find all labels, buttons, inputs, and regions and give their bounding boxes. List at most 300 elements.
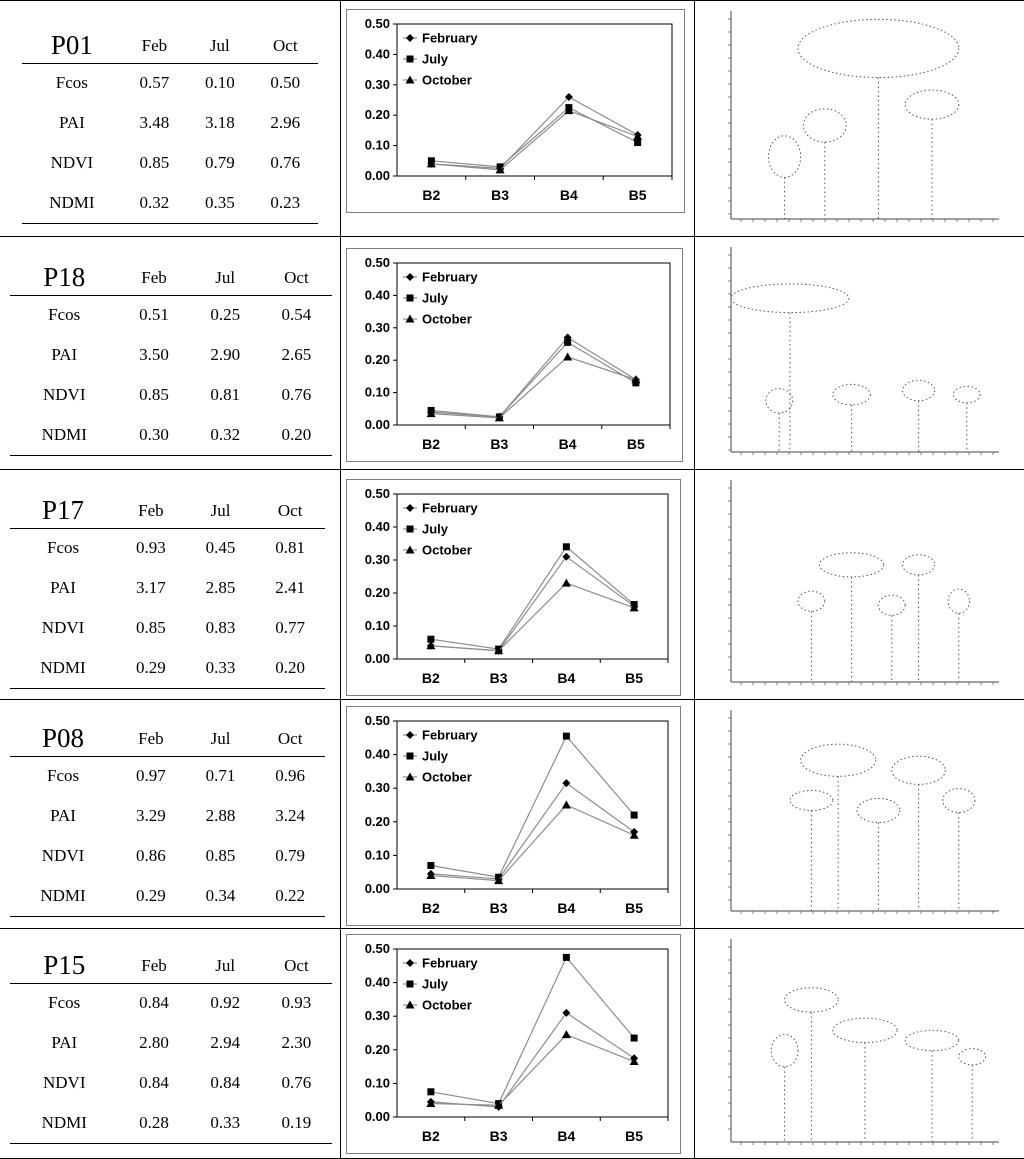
vegetation-profile-cell — [694, 470, 1024, 699]
reflectance-chart-cell — [340, 470, 695, 699]
plot-row-p08 — [0, 699, 1024, 928]
series-line — [431, 783, 634, 879]
series-february — [427, 334, 640, 421]
tree-crown — [953, 386, 980, 402]
tree-outline — [878, 595, 905, 682]
x-tick-label: B4 — [559, 187, 578, 203]
plot-id: P08 — [42, 723, 85, 754]
legend-label: February — [422, 955, 478, 971]
row-label: NDMI — [49, 192, 95, 212]
tree-crown — [785, 988, 839, 1012]
tree-outline — [833, 1018, 897, 1142]
plot-id: P01 — [50, 30, 93, 61]
plot-area — [397, 24, 672, 176]
legend-item — [403, 543, 472, 558]
y-tick-label: 0.00 — [364, 168, 390, 183]
y-tick-label: 0.00 — [364, 1109, 390, 1124]
series-october — [426, 801, 638, 885]
x-tick-label: B2 — [422, 187, 441, 203]
tree-crown — [905, 90, 959, 119]
cell-value: 0.93 — [136, 538, 166, 558]
y-tick-label: 0.20 — [364, 585, 390, 600]
tree-outline — [771, 1034, 798, 1142]
y-tick-label: 0.10 — [364, 847, 390, 863]
cell-value: 2.41 — [275, 578, 306, 597]
data-point — [426, 871, 435, 879]
tree-outline — [953, 386, 980, 452]
tree-outline — [798, 19, 959, 219]
month-header: Feb — [141, 955, 167, 975]
cell-value: 0.22 — [275, 885, 306, 905]
plot-id: P18 — [43, 262, 86, 293]
series-line — [431, 557, 634, 651]
row-label: PAI — [51, 1033, 78, 1052]
tree-outline — [905, 90, 959, 219]
cell-value: 3.18 — [204, 113, 235, 132]
cell-value: 0.50 — [270, 73, 301, 93]
tree-crown — [878, 595, 905, 615]
row-label: NDVI — [42, 1073, 86, 1092]
attributes-table — [10, 494, 325, 689]
legend-label: October — [422, 311, 472, 327]
tree-crown — [959, 1049, 986, 1065]
cell-value: 2.80 — [139, 1033, 169, 1052]
legend-item — [403, 770, 472, 785]
vegetation-profile-drawing — [715, 5, 1015, 231]
series-line — [431, 805, 634, 881]
row-label: PAI — [50, 806, 76, 825]
header-row — [10, 722, 325, 756]
legend-item — [403, 728, 478, 743]
vegetation-profile-drawing — [715, 933, 1015, 1154]
series-line — [431, 111, 637, 170]
month-header: Feb — [141, 267, 167, 287]
table-row — [10, 295, 332, 335]
attributes-cell — [0, 929, 340, 1158]
attributes-cell — [0, 1, 340, 236]
plot-row-p18 — [0, 236, 1024, 469]
month-header: Feb — [138, 728, 164, 748]
plot-area — [397, 949, 668, 1117]
y-tick-label: 0.50 — [364, 713, 390, 728]
header-row — [22, 29, 318, 63]
tree-outline — [790, 790, 833, 911]
y-tick-label: 0.00 — [364, 881, 390, 896]
chart-legend — [403, 501, 478, 558]
reflectance-chart — [346, 248, 683, 462]
tree-crown — [833, 384, 871, 405]
legend-marker — [407, 295, 414, 302]
x-tick-label: B5 — [625, 670, 644, 686]
legend-item — [403, 270, 478, 285]
cell-value: 3.29 — [136, 806, 166, 825]
row-label: NDVI — [41, 846, 85, 865]
y-tick-label: 0.10 — [364, 137, 390, 153]
month-header: Feb — [138, 500, 164, 520]
legend-item — [403, 522, 449, 537]
x-tick-label: B5 — [628, 187, 647, 203]
reflectance-chart-cell — [340, 929, 695, 1158]
table-row — [10, 568, 325, 608]
attributes-table — [10, 261, 332, 456]
month-header: Oct — [277, 500, 303, 520]
x-tick-label: B4 — [557, 670, 576, 686]
y-tick-label: 0.30 — [364, 552, 390, 567]
y-tick-label: 0.10 — [364, 384, 390, 400]
table-row — [10, 876, 325, 916]
tree-outline — [766, 388, 793, 452]
row-label: Fcos — [55, 73, 88, 93]
attributes-table — [22, 29, 318, 224]
reflectance-chart — [346, 706, 681, 926]
cell-value: 0.33 — [205, 657, 236, 677]
month-header: Feb — [141, 35, 168, 55]
vegetation-profile-cell — [694, 237, 1024, 469]
y-tick-label: 0.50 — [364, 255, 390, 270]
cell-value: 0.32 — [139, 192, 170, 212]
cell-value: 0.85 — [205, 846, 236, 865]
x-tick-label: B3 — [491, 187, 510, 203]
cell-value: 0.76 — [281, 1073, 312, 1092]
vegetation-profile-drawing — [715, 241, 1015, 464]
y-tick-label: 0.50 — [364, 486, 390, 501]
data-point — [562, 1009, 570, 1017]
data-point — [562, 579, 571, 587]
row-label: NDVI — [50, 153, 94, 172]
cell-value: 0.86 — [136, 846, 166, 865]
legend-item — [403, 291, 449, 306]
table-row — [10, 335, 332, 375]
table-row — [10, 608, 325, 648]
y-tick-label: 0.30 — [364, 780, 390, 796]
tree-outline — [731, 284, 849, 452]
cell-value: 0.29 — [136, 657, 166, 677]
data-point — [563, 352, 572, 360]
cell-value: 0.76 — [270, 153, 301, 172]
y-tick-label: 0.20 — [364, 1041, 390, 1057]
data-point — [562, 801, 571, 809]
x-tick-label: B4 — [558, 436, 577, 452]
header-row — [10, 261, 332, 295]
legend-marker — [407, 526, 414, 533]
legend-item — [403, 977, 449, 992]
month-header: Oct — [284, 955, 309, 975]
data-point — [427, 1088, 434, 1095]
tree-outline — [819, 553, 883, 682]
y-tick-label: 0.40 — [364, 519, 390, 534]
table-row — [10, 415, 332, 455]
tree-crown — [790, 790, 833, 810]
series-line — [431, 108, 637, 167]
cell-value: 0.76 — [281, 385, 312, 404]
legend-item — [403, 31, 478, 46]
cell-value: 0.23 — [270, 192, 301, 212]
cell-value: 0.79 — [204, 153, 235, 172]
y-tick-label: 0.20 — [364, 107, 390, 123]
cell-value: 0.45 — [205, 538, 236, 558]
y-tick-label: 0.40 — [364, 746, 390, 762]
tree-outline — [803, 109, 846, 219]
legend-label: July — [422, 521, 449, 537]
y-tick-label: 0.10 — [364, 1075, 390, 1091]
cell-value: 0.51 — [139, 305, 169, 325]
tree-crown — [801, 744, 876, 776]
row-label: NDMI — [40, 885, 86, 905]
vegetation-profile-cell — [694, 1, 1024, 236]
cell-value: 3.24 — [275, 806, 306, 825]
row-label: NDMI — [41, 1112, 87, 1132]
legend-label: February — [422, 727, 478, 743]
tree-outline — [785, 988, 839, 1142]
series-july — [427, 733, 637, 881]
plot-row-p01 — [0, 0, 1024, 236]
tree-crown — [819, 553, 883, 577]
row-label: Fcos — [46, 538, 80, 558]
legend-label: July — [422, 748, 449, 764]
tree-crown — [798, 591, 825, 611]
data-point — [563, 954, 570, 961]
series-july — [428, 339, 640, 421]
tree-crown — [857, 798, 900, 822]
month-header: Jul — [215, 267, 236, 287]
y-tick-label: 0.30 — [364, 1008, 390, 1024]
legend-item — [403, 998, 472, 1013]
plot-id: P15 — [43, 950, 86, 981]
tree-outline — [857, 798, 900, 911]
y-tick-label: 0.00 — [364, 651, 390, 666]
vegetation-profile-drawing — [715, 474, 1015, 694]
table-row — [22, 143, 318, 183]
tree-outline — [769, 136, 801, 219]
x-tick-label: B4 — [557, 900, 576, 916]
cell-value: 0.28 — [139, 1112, 169, 1132]
chart-svg — [347, 249, 682, 461]
chart-legend — [403, 728, 478, 785]
month-header: Oct — [273, 35, 298, 55]
legend-marker — [407, 753, 414, 760]
attributes-table — [10, 722, 325, 917]
chart-svg — [347, 480, 680, 695]
table-row — [10, 983, 332, 1023]
table-row — [10, 796, 325, 836]
cell-value: 0.25 — [210, 305, 241, 325]
tree-outline — [903, 380, 935, 452]
cell-value: 3.50 — [139, 345, 169, 364]
tree-crown — [803, 109, 846, 142]
legend-label: October — [422, 542, 472, 558]
cell-value: 0.85 — [139, 153, 170, 172]
row-label: Fcos — [46, 766, 80, 786]
legend-item — [403, 749, 449, 764]
series-line — [431, 342, 636, 417]
legend-label: July — [422, 51, 449, 67]
series-line — [431, 957, 634, 1103]
cell-value: 0.33 — [210, 1112, 241, 1132]
cell-value: 0.71 — [205, 766, 236, 786]
x-tick-label: B3 — [490, 436, 509, 452]
attributes-table — [10, 949, 332, 1144]
series-july — [428, 104, 641, 170]
month-header: Jul — [215, 955, 236, 975]
plot-id: P17 — [42, 495, 85, 526]
cell-value: 0.30 — [139, 424, 169, 444]
table-row — [22, 183, 318, 223]
legend-item — [403, 956, 478, 971]
series-february — [427, 1009, 638, 1111]
tree-crown — [943, 788, 975, 812]
y-tick-label: 0.40 — [364, 46, 390, 62]
legend-label: February — [422, 500, 478, 516]
table-row — [10, 836, 325, 876]
cell-value: 0.85 — [136, 618, 166, 637]
cell-value: 0.77 — [275, 618, 306, 637]
x-tick-label: B5 — [625, 900, 644, 916]
cell-value: 0.83 — [205, 618, 236, 637]
data-point — [631, 1035, 638, 1042]
header-row — [10, 494, 325, 528]
cell-value: 0.34 — [205, 885, 236, 905]
chart-svg — [347, 935, 680, 1153]
month-header: Jul — [210, 500, 231, 520]
data-point — [564, 339, 571, 346]
y-tick-label: 0.30 — [364, 76, 390, 92]
cell-value: 0.84 — [139, 1073, 169, 1092]
y-tick-label: 0.00 — [364, 417, 390, 432]
cell-value: 0.20 — [275, 657, 306, 677]
cell-value: 2.65 — [281, 345, 312, 364]
y-tick-label: 0.10 — [364, 618, 390, 633]
tree-crown — [903, 380, 935, 401]
legend-label: October — [422, 72, 472, 88]
cell-value: 0.97 — [136, 766, 166, 786]
plot-area — [397, 263, 670, 425]
cell-value: 2.88 — [205, 806, 236, 825]
y-tick-label: 0.20 — [364, 352, 390, 368]
series-line — [431, 583, 634, 651]
cell-value: 2.90 — [210, 345, 241, 364]
tree-crown — [903, 555, 935, 575]
series-february — [427, 93, 641, 172]
month-header: Oct — [277, 728, 303, 748]
series-february — [427, 779, 638, 883]
header-row — [10, 949, 332, 983]
x-tick-label: B5 — [626, 436, 645, 452]
cell-value: 0.96 — [275, 766, 306, 786]
x-tick-label: B3 — [489, 1128, 508, 1144]
series-february — [427, 553, 638, 655]
x-tick-label: B2 — [421, 900, 440, 916]
cell-value: 2.30 — [281, 1033, 312, 1052]
series-line — [431, 1035, 634, 1106]
table-row — [10, 756, 325, 796]
cell-value: 0.54 — [281, 305, 312, 325]
x-tick-label: B2 — [422, 436, 441, 452]
data-point — [562, 553, 570, 561]
legend-marker — [407, 56, 414, 63]
cell-value: 2.85 — [205, 578, 236, 597]
plot-area — [397, 494, 668, 659]
tree-crown — [905, 1030, 959, 1050]
data-point — [563, 543, 570, 550]
legend-marker — [406, 273, 414, 281]
row-label: PAI — [51, 345, 78, 364]
reflectance-chart-cell — [340, 700, 695, 928]
legend-label: February — [422, 30, 478, 46]
tree-outline — [833, 384, 871, 452]
data-point — [634, 139, 641, 146]
tree-outline — [801, 744, 876, 911]
month-header: Jul — [209, 35, 230, 55]
series-july — [427, 954, 637, 1107]
cell-value: 3.17 — [136, 578, 166, 597]
tree-outline — [905, 1030, 959, 1142]
plot-row-p15 — [0, 928, 1024, 1159]
tree-outline — [892, 756, 946, 911]
tree-outline — [959, 1049, 986, 1142]
legend-item — [403, 73, 472, 88]
attributes-cell — [0, 237, 340, 469]
legend-label: July — [422, 976, 449, 992]
table-row — [10, 1063, 332, 1103]
series-line — [431, 1013, 634, 1107]
chart-svg — [347, 10, 684, 212]
series-line — [431, 338, 636, 417]
legend-label: July — [422, 290, 449, 306]
y-tick-label: 0.40 — [364, 287, 390, 303]
y-tick-label: 0.20 — [364, 813, 390, 829]
legend-marker — [406, 34, 414, 42]
table-row — [10, 1023, 332, 1063]
chart-legend — [403, 270, 478, 327]
data-point — [562, 779, 570, 787]
legend-marker — [406, 731, 414, 739]
attributes-cell — [0, 700, 340, 928]
x-tick-label: B2 — [421, 670, 440, 686]
cell-value: 0.85 — [139, 385, 169, 404]
cell-value: 0.57 — [139, 73, 170, 93]
legend-item — [403, 312, 472, 327]
table-row — [22, 63, 318, 103]
cell-value: 0.32 — [210, 424, 241, 444]
cell-value: 0.81 — [210, 385, 241, 404]
vegetation-profile-cell — [694, 929, 1024, 1158]
tree-crown — [798, 19, 959, 77]
month-header: Jul — [210, 728, 231, 748]
cell-value: 0.92 — [210, 993, 241, 1013]
legend-marker — [406, 504, 414, 512]
cell-value: 0.81 — [275, 538, 306, 558]
plot-row-p17 — [0, 469, 1024, 699]
cell-value: 0.10 — [204, 73, 235, 93]
legend-marker — [406, 959, 414, 967]
reflectance-chart — [346, 934, 681, 1154]
chart-legend — [403, 956, 478, 1013]
cell-value: 0.20 — [281, 424, 312, 444]
tree-crown — [766, 388, 793, 413]
row-label: NDVI — [41, 618, 85, 637]
table-row — [10, 375, 332, 415]
cell-value: 0.29 — [136, 885, 166, 905]
row-label: NDMI — [40, 657, 86, 677]
tree-outline — [798, 591, 825, 682]
series-line — [431, 547, 634, 649]
attributes-cell — [0, 470, 340, 699]
x-tick-label: B3 — [489, 900, 508, 916]
legend-item — [403, 501, 478, 516]
legend-item — [403, 52, 449, 67]
series-line — [431, 357, 636, 418]
tree-outline — [943, 788, 975, 911]
